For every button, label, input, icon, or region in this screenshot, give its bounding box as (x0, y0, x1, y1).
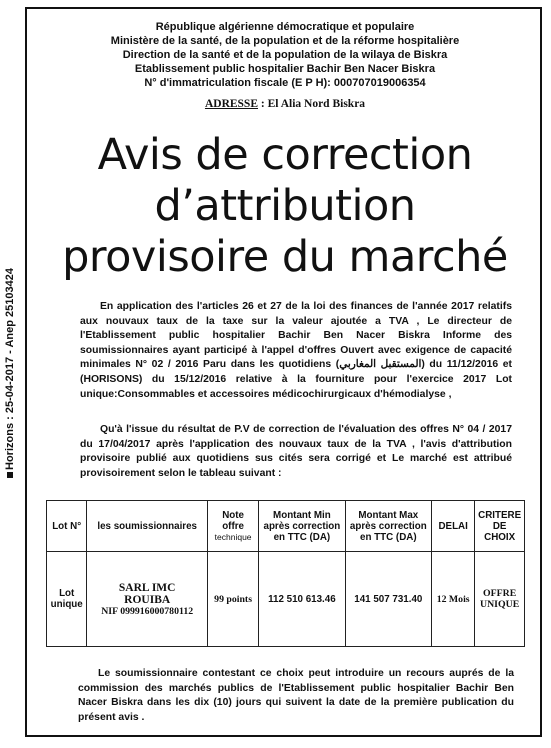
paragraph-application (80, 300, 512, 402)
col-note: Note offre technique (208, 501, 259, 552)
cell-max: 141 507 731.40 (345, 552, 431, 647)
cell-min: 112 510 613.46 (259, 552, 345, 647)
table-row (47, 552, 525, 647)
paragraph-appeal (78, 667, 514, 725)
col-max: Montant Max après correction en TTC (DA) (345, 501, 431, 552)
address-value: : El Alia Nord Biskra (258, 98, 366, 110)
header-fiscal-number: N° d'immatriculation fiscale (E P H): 000707019006354 (144, 77, 426, 89)
cell-delai: 12 Mois (432, 552, 475, 647)
header-ministry: Ministère de la santé, de la population et de la réforme hospitalière (110, 35, 460, 47)
publication-ref: Horizons : 25-04-2017 - Anep 25103424 (4, 268, 16, 478)
col-delai: DELAI (432, 501, 475, 552)
address-label: ADRESSE (204, 98, 259, 110)
col-lot: Lot N° (47, 501, 87, 552)
cell-bidder: SARL IMC ROUIBA NIF 099916000780112 (87, 552, 208, 647)
col-min: Montant Min après correction en TTC (DA) (259, 501, 345, 552)
header-establishment: Etablissement public hospitalier Bachir Ben Nacer Biskra (134, 63, 436, 75)
header-direction: Direction de la santé et de la population de la wilaya de Biskra (122, 49, 448, 61)
header-block (40, 20, 530, 111)
notice-title (40, 130, 530, 283)
header-address (40, 97, 530, 111)
cell-criteria: OFFRE UNIQUE (475, 552, 525, 647)
paragraph-result-text: Qu'à l'issue du résultat de P.V de correction de l'évaluation des offres N° 04 / 2017 du 17/04/2017 après l'application des nouvaux taux de la TVA , l'avis d'attribution provisoire publié aux quotidiens sus cités sera corrigé et Le marché est attribué provisoirement selon le tableau suivant : (80, 424, 512, 479)
col-bidders: les soumissionnaires (87, 501, 208, 552)
title-line-3: provisoire du marché (62, 232, 508, 282)
paragraph-result (80, 423, 512, 481)
col-criteria: CRITERE DE CHOIX (475, 501, 525, 552)
header-republic: République algérienne démocratique et populaire (155, 21, 415, 33)
title-line-2: d’attribution (154, 181, 416, 231)
award-table (46, 500, 525, 647)
table-header-row (47, 501, 525, 552)
cell-note: 99 points (208, 552, 259, 647)
paragraph-appeal-text: Le soumissionnaire contestant ce choix peut introduire un recours auprés de la commission des marchés publics de l'Etablissement public hospitalier Bachir Ben Nacer Biskra dans les dix (10) jours qui suivent la date de la première publication du présent avis . (78, 668, 514, 723)
square-bullet-icon (7, 472, 13, 478)
publication-sidebar (1, 248, 19, 498)
title-line-1: Avis de correction (97, 130, 473, 180)
paragraph-application-text: En application des l'articles 26 et 27 de la loi des finances de l'année 2017 relatifs aux nouvaux taux de la taxe sur la valeur ajoutée a TVA , Le directeur de l'Etablissement public hospitalier Bachir Ben Nacer Biskra Informe des soumissionnaires ayant participé à l'appel d'offres Ouvert avec exigence de capacité minimales N° 02 / 2016 Paru dans les quotidiens (المستقبل المغاربي) du 11/12/2016 et (HORISONS) du 15/12/2016 relative à la fourniture pour l'exercice 2017 Lot unique:Consommables et accessoires médicochirurgicaux d'hémodialyse , (80, 301, 513, 400)
cell-lot: Lot unique (47, 552, 87, 647)
